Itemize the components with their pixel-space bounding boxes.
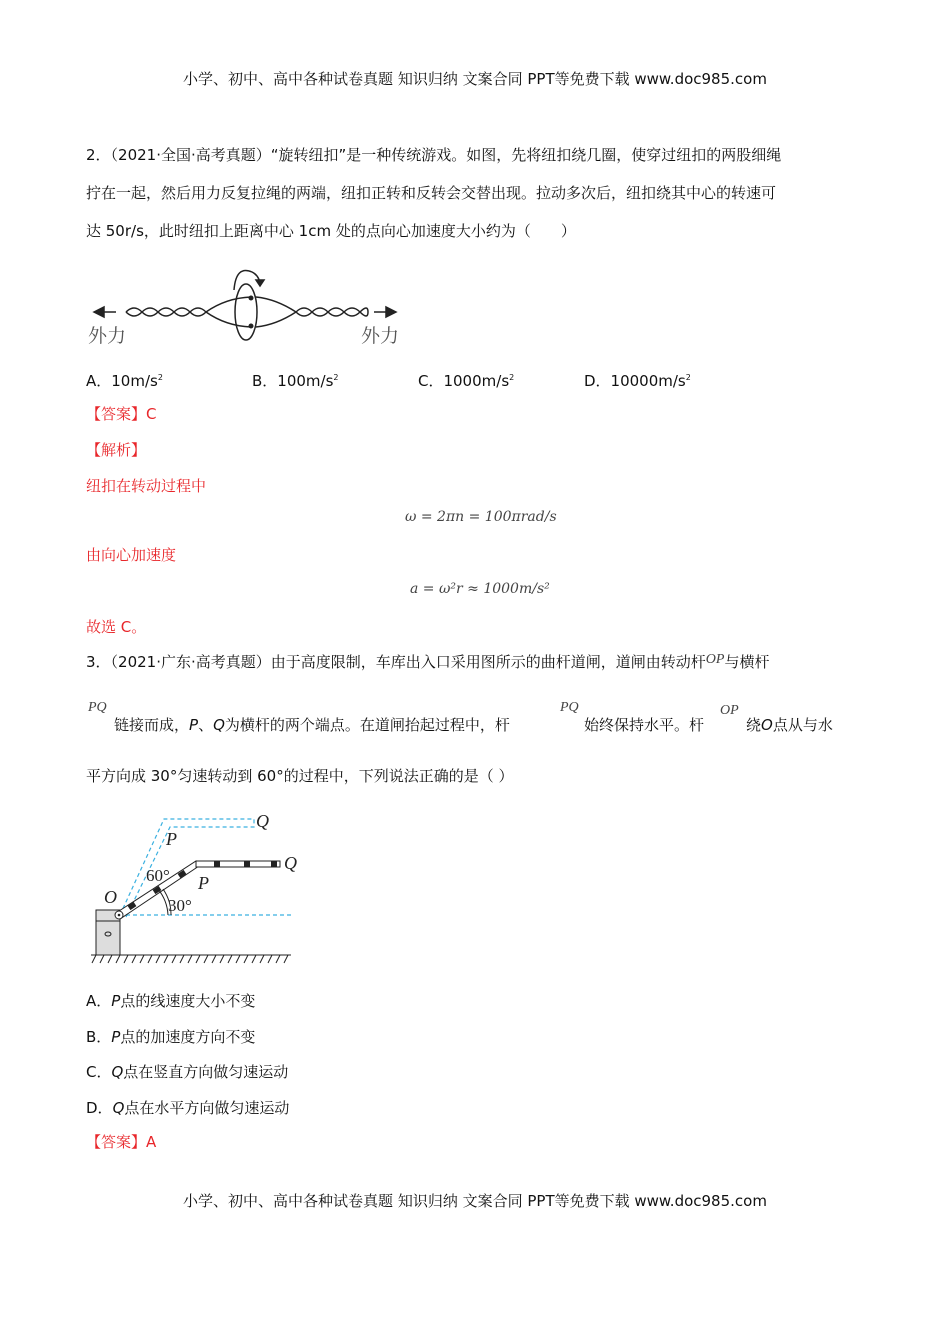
q3-option-c[interactable]: C．Q点在竖直方向做匀速运动 bbox=[86, 1063, 289, 1081]
q2-formula-2: a = ω²r ≈ 1000m/s² bbox=[410, 581, 550, 597]
q3-line-2b: 始终保持水平。杆 bbox=[584, 716, 705, 734]
q3-pq-label: PQ bbox=[88, 700, 107, 715]
q2-option-b[interactable]: B．$100m/s^2$ bbox=[252, 372, 339, 390]
q-label: Q bbox=[284, 853, 297, 873]
q-top-label: Q bbox=[256, 811, 269, 831]
angle-60-label: 60° bbox=[146, 866, 170, 885]
q3-option-b[interactable]: B．P点的加速度方向不变 bbox=[86, 1028, 256, 1046]
q2-option-d[interactable]: D．$10000m/s^2$ bbox=[584, 372, 691, 390]
angle-30-label: 30° bbox=[168, 896, 192, 915]
q3-op-label: OP bbox=[720, 703, 739, 718]
q2-conclusion: 故选 C。 bbox=[86, 618, 147, 636]
gate-figure bbox=[86, 805, 306, 970]
p-label: P bbox=[198, 873, 209, 893]
page-footer: 小学、初中、高中各种试卷真题 知识归纳 文案合同 PPT等免费下载 www.doc985.com bbox=[183, 1192, 767, 1210]
q2-formula-1: ω = 2πn = 100πrad/s bbox=[405, 509, 557, 525]
q2-option-c[interactable]: C．$1000m/s^2$ bbox=[418, 372, 515, 390]
q3-pq-label-2: PQ bbox=[560, 700, 579, 715]
p-top-label: P bbox=[166, 829, 177, 849]
button-spin-figure bbox=[86, 260, 406, 355]
q2-step1: 纽扣在转动过程中 bbox=[86, 477, 207, 495]
q2-step2: 由向心加速度 bbox=[86, 546, 177, 564]
q2-line-3: 达 50r/s，此时纽扣上距离中心 1cm 处的点向心加速度大小约为（ ） bbox=[86, 222, 576, 240]
q2-line-1: 2．（2021·全国·高考真题）“旋转纽扣”是一种传统游戏。如图，先将纽扣绕几圈，使穿过纽扣的两股细绳 bbox=[86, 146, 782, 164]
q3-answer: 【答案】A bbox=[86, 1133, 157, 1151]
q2-option-a[interactable]: A．$10m/s^2$ bbox=[86, 372, 163, 390]
q2-answer: 【答案】C bbox=[86, 405, 157, 423]
q3-option-d[interactable]: D．Q点在水平方向做匀速运动 bbox=[86, 1099, 290, 1117]
o-label: O bbox=[104, 887, 117, 907]
q3-option-a[interactable]: A．P点的线速度大小不变 bbox=[86, 992, 256, 1010]
q3-line-1: 3．（2021·广东·高考真题）由于高度限制，车库出入口采用图所示的曲杆道闸，道闸由转动杆OP与横杆 bbox=[86, 652, 770, 671]
q2-analysis-label: 【解析】 bbox=[86, 441, 147, 459]
q3-line-2c: 绕O点从与水 bbox=[746, 716, 833, 734]
force-label-left: 外力 bbox=[88, 325, 127, 347]
q3-line-2a: 链接而成，P、Q为横杆的两个端点。在道闸抬起过程中，杆 bbox=[114, 716, 510, 734]
page-header: 小学、初中、高中各种试卷真题 知识归纳 文案合同 PPT等免费下载 www.doc985.com bbox=[183, 70, 767, 88]
q2-line-2: 拧在一起，然后用力反复拉绳的两端，纽扣正转和反转会交替出现。拉动多次后，纽扣绕其中心的转速可 bbox=[86, 184, 777, 202]
force-label-right: 外力 bbox=[361, 325, 400, 347]
q3-line-3: 平方向成 30°匀速转动到 60°的过程中，下列说法正确的是（ ） bbox=[86, 767, 514, 785]
